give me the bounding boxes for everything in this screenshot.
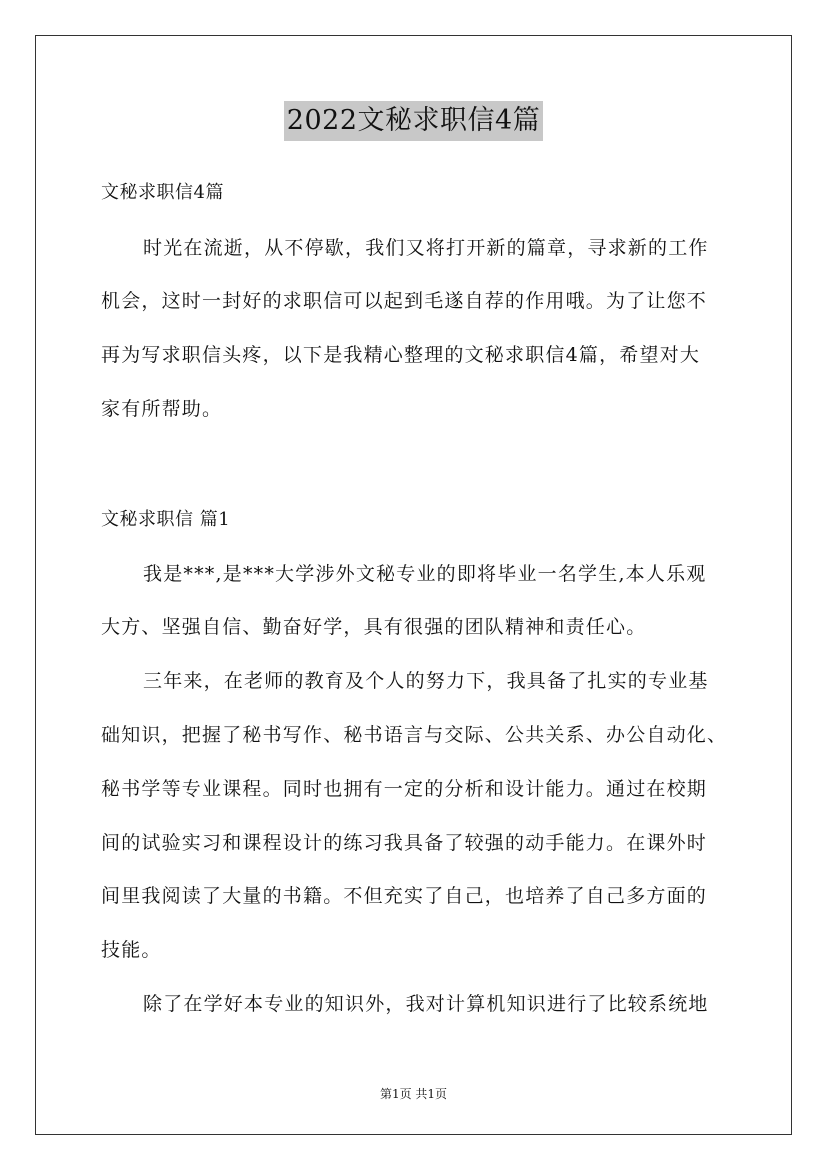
document-subtitle: 文秘求职信4篇 — [101, 182, 224, 203]
section-heading: 文秘求职信 篇1 — [101, 509, 231, 530]
document-title: 2022文秘求职信4篇 — [284, 101, 543, 141]
page-footer: 第1页 共1页 — [379, 1087, 448, 1101]
title-container — [0, 101, 827, 141]
paragraph2-line-2: 础知识，把握了秘书写作、秘书语言与交际、公共关系、办公自动化、 — [101, 724, 728, 746]
paragraph1-line-1: 我是***,是***大学涉外文秘专业的即将毕业一名学生,本人乐观 — [143, 563, 707, 585]
intro-line-1: 时光在流逝，从不停歇，我们又将打开新的篇章，寻求新的工作 — [143, 237, 709, 259]
paragraph1-line-2: 大方、坚强自信、勤奋好学，具有很强的团队精神和责任心。 — [101, 616, 647, 638]
paragraph2-line-1: 三年来，在老师的教育及个人的努力下，我具备了扎实的专业基 — [143, 670, 709, 692]
intro-line-4: 家有所帮助。 — [101, 398, 223, 420]
paragraph2-line-4: 间的试验实习和课程设计的练习我具备了较强的动手能力。在课外时 — [101, 832, 708, 854]
intro-line-3: 再为写求职信头疼，以下是我精心整理的文秘求职信4篇，希望对大 — [101, 344, 701, 366]
paragraph2-line-5: 间里我阅读了大量的书籍。不但充实了自己，也培养了自己多方面的 — [101, 885, 708, 907]
intro-line-2: 机会，这时一封好的求职信可以起到毛遂自荐的作用哦。为了让您不 — [101, 290, 708, 312]
paragraph2-line-6: 技能。 — [101, 939, 162, 961]
paragraph3-line-1: 除了在学好本专业的知识外，我对计算机知识进行了比较系统地 — [143, 993, 709, 1015]
paragraph2-line-3: 秘书学等专业课程。同时也拥有一定的分析和设计能力。通过在校期 — [101, 778, 708, 800]
